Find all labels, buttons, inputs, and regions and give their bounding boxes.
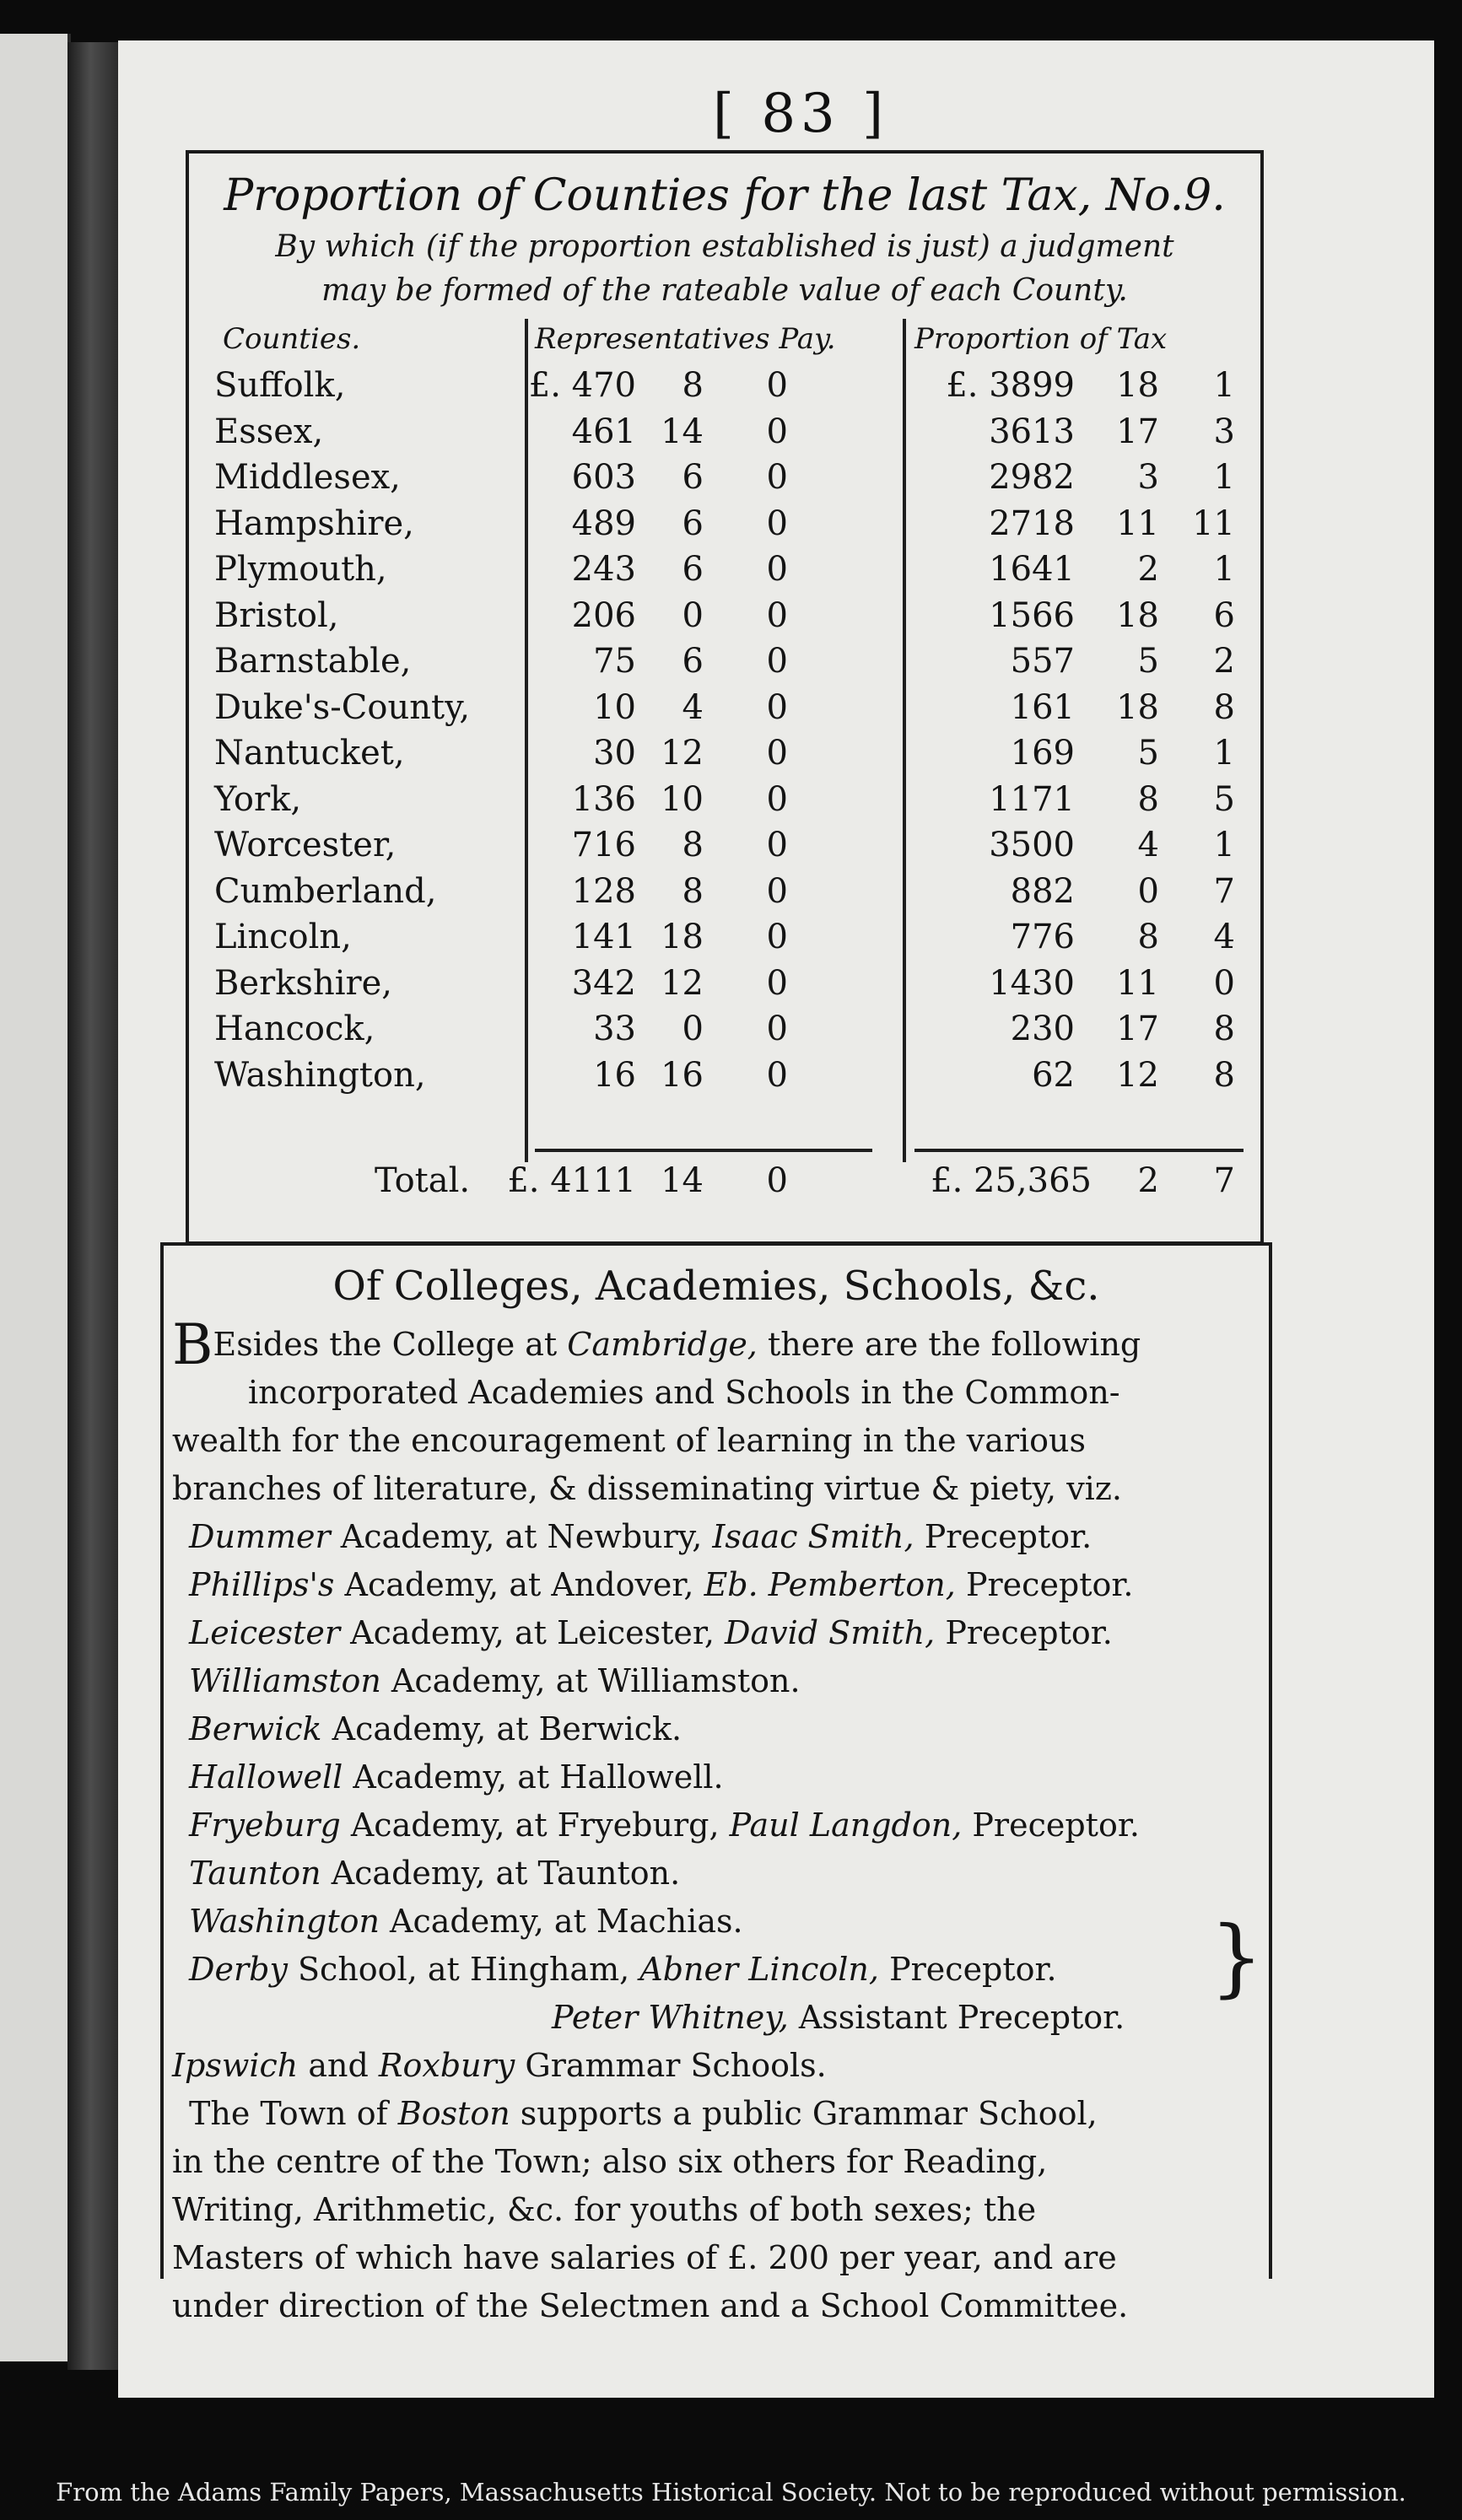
text-run: in the centre of the Town; also six others for Reading, (172, 2143, 1048, 2180)
tax-proportion-table (186, 150, 1264, 1245)
tax-pence: 1 (1213, 734, 1235, 773)
total-pay-pence: 0 (766, 1161, 788, 1200)
pay-pence: 0 (766, 458, 788, 497)
text-run: Grammar Schools. (515, 2047, 827, 2084)
preceptor-title: Preceptor. (962, 1807, 1140, 1844)
tax-pounds: 1641 (989, 550, 1075, 589)
colleges-section (160, 1242, 1272, 2324)
pay-pounds: 206 (571, 595, 636, 635)
pay-pence: 0 (766, 366, 788, 405)
pay-shillings: 16 (661, 1055, 704, 1095)
tax-shillings: 18 (1116, 595, 1159, 635)
county-name: Lincoln, (214, 918, 352, 956)
academy-entry (172, 1855, 1260, 1903)
boston-line (172, 2239, 1260, 2287)
total-pay-pounds: £. 4111 (507, 1161, 636, 1200)
pay-pounds: £. 470 (528, 366, 636, 405)
text-run: there are the following (757, 1326, 1141, 1363)
pay-pence: 0 (766, 503, 788, 543)
academy-entry (172, 1518, 1260, 1566)
pay-shillings: 6 (682, 550, 704, 589)
pay-pounds: 128 (571, 871, 636, 911)
boston-line (172, 2095, 1260, 2143)
academy-entry (172, 1903, 1260, 1951)
academy-name: Taunton (189, 1855, 321, 1892)
tax-pounds: 1566 (989, 595, 1075, 635)
pay-pounds: 16 (593, 1055, 636, 1095)
colleges-title: Of Colleges, Academies, Schools, &c. (332, 1263, 1100, 1310)
pay-shillings: 6 (682, 458, 704, 497)
tax-shillings: 4 (1137, 826, 1159, 864)
text-run: Writing, Arithmetic, &c. for youths of both sexes; the (172, 2191, 1037, 2228)
academy-name: Derby (189, 1951, 288, 1988)
pay-shillings: 18 (661, 918, 704, 956)
table-row (189, 734, 1260, 780)
preceptor-name: Abner Lincoln, (639, 1951, 879, 1988)
academy-location: Academy, at Hallowell. (343, 1758, 724, 1796)
pay-shillings: 10 (661, 779, 704, 819)
tax-pence: 4 (1213, 918, 1235, 956)
table-row (189, 688, 1260, 735)
tax-pence: 3 (1213, 412, 1235, 451)
academy-location: School, at Hingham, (287, 1951, 640, 1988)
tax-pounds: 2982 (989, 458, 1075, 497)
academy-entry (172, 1951, 1260, 1999)
preceptor-title: Preceptor. (935, 1614, 1113, 1651)
table-row (189, 964, 1260, 1010)
county-name: Suffolk, (214, 366, 346, 405)
total-rule (914, 1149, 1244, 1152)
academy-name: Williamston (189, 1662, 381, 1699)
tax-shillings: 18 (1116, 687, 1159, 727)
academy-location: Academy, at Fryeburg, (340, 1807, 730, 1844)
header-counties: Counties. (223, 322, 361, 356)
school-name: Ipswich (172, 2047, 299, 2084)
tax-pounds: 1171 (989, 779, 1075, 819)
text-run: branches of literature, & disseminating virtue & piety, viz. (172, 1470, 1122, 1507)
pay-pence: 0 (766, 734, 788, 773)
table-row (189, 1056, 1260, 1102)
tax-shillings: 2 (1137, 550, 1159, 589)
pay-pence: 0 (766, 687, 788, 727)
italic-run: Cambridge, (567, 1326, 758, 1363)
tax-shillings: 0 (1137, 871, 1159, 911)
county-name: Berkshire, (214, 963, 393, 1003)
boston-line (172, 2191, 1260, 2239)
text-run: The Town of (189, 2095, 398, 2132)
pay-shillings: 4 (682, 687, 704, 727)
table-body (189, 366, 1260, 1101)
total-tax-pounds: £. 25,365 (931, 1161, 1092, 1200)
tax-pence: 6 (1213, 595, 1235, 635)
preceptor-title: Preceptor. (878, 1951, 1057, 1988)
text-run: under direction of the Selectmen and a School Committee. (172, 2287, 1129, 2324)
pay-shillings: 12 (661, 963, 704, 1003)
school-name: Roxbury (378, 2047, 515, 2084)
total-tax-shillings: 2 (1137, 1161, 1159, 1200)
preceptor-name: David Smith, (725, 1614, 936, 1651)
intro-line (172, 1422, 1260, 1470)
assistant-title: Assistant Preceptor. (788, 1999, 1125, 2036)
tax-pounds: 557 (1010, 642, 1075, 681)
assistant-entry (172, 1999, 1260, 2047)
tax-pence: 0 (1213, 963, 1235, 1003)
tax-pounds: £. 3899 (946, 366, 1075, 405)
drop-cap: B (172, 1312, 213, 1377)
tax-pounds: 2718 (989, 503, 1075, 543)
academy-name: Washington (189, 1903, 380, 1940)
header-representatives-pay: Representatives Pay. (535, 322, 836, 356)
county-name: Middlesex, (214, 458, 401, 497)
total-label: Total. (375, 1161, 471, 1200)
tax-pounds: 3500 (989, 826, 1075, 864)
county-name: Essex, (214, 412, 324, 451)
pay-pounds: 489 (571, 503, 636, 543)
text-run: and (298, 2047, 379, 2084)
table-subtitle-line-2: may be formed of the rateable value of each County. (321, 273, 1128, 308)
county-name: Nantucket, (214, 734, 405, 773)
colleges-text (172, 1312, 1260, 2335)
county-name: Barnstable, (214, 642, 412, 681)
pay-shillings: 8 (682, 366, 704, 405)
tax-shillings: 12 (1116, 1055, 1159, 1095)
assistant-name: Peter Whitney, (552, 1999, 789, 2036)
pay-pounds: 30 (593, 734, 636, 773)
tax-shillings: 11 (1116, 503, 1159, 543)
facing-page-edge (0, 34, 71, 2361)
tax-shillings: 17 (1116, 412, 1159, 451)
pay-pence: 0 (766, 1055, 788, 1095)
tax-shillings: 11 (1116, 963, 1159, 1003)
pay-pounds: 716 (571, 826, 636, 864)
academy-entry (172, 1758, 1260, 1807)
academy-location: Academy, at Williamston. (380, 1662, 801, 1699)
pay-pence: 0 (766, 595, 788, 635)
tax-pence: 1 (1213, 826, 1235, 864)
county-name: Hampshire, (214, 503, 414, 543)
pay-shillings: 6 (682, 503, 704, 543)
tax-pence: 11 (1192, 503, 1235, 543)
preceptor-name: Isaac Smith, (712, 1518, 914, 1555)
text-run: Esides the College at (213, 1326, 568, 1363)
table-row (189, 550, 1260, 596)
tax-pence: 8 (1213, 1055, 1235, 1095)
tax-pence: 8 (1213, 687, 1235, 727)
table-subtitle-line-1: By which (if the proportion established is just) a judgment (275, 229, 1174, 264)
preceptor-name: Eb. Pemberton, (704, 1566, 956, 1603)
pay-shillings: 8 (682, 871, 704, 911)
tax-shillings: 5 (1137, 642, 1159, 681)
pay-pence: 0 (766, 642, 788, 681)
tax-pounds: 1430 (989, 963, 1075, 1003)
pay-shillings: 12 (661, 734, 704, 773)
pay-pounds: 603 (571, 458, 636, 497)
tax-pounds: 882 (1010, 871, 1075, 911)
text-run: wealth for the encouragement of learning in the various (172, 1422, 1087, 1459)
text-run: incorporated Academies and Schools in the Common- (248, 1374, 1120, 1411)
tax-shillings: 5 (1137, 734, 1159, 773)
academy-location: Academy, at Berwick. (321, 1710, 682, 1747)
academy-location: Academy, at Taunton. (321, 1855, 681, 1892)
tax-pounds: 3613 (989, 412, 1075, 451)
tax-pence: 1 (1213, 550, 1235, 589)
table-row (189, 872, 1260, 918)
tax-pounds: 169 (1010, 734, 1075, 773)
pay-pounds: 33 (593, 1010, 636, 1048)
brace-mark: } (1210, 1908, 1264, 2006)
academy-entry (172, 1566, 1260, 1614)
pay-pounds: 342 (571, 963, 636, 1003)
text-run: supports a public Grammar School, (510, 2095, 1098, 2132)
table-row (189, 504, 1260, 551)
page-number: [ 83 ] (713, 83, 889, 145)
pay-shillings: 6 (682, 642, 704, 681)
tax-shillings: 17 (1116, 1010, 1159, 1048)
tax-pounds: 161 (1010, 687, 1075, 727)
pay-pence: 0 (766, 550, 788, 589)
total-pay-shillings: 14 (661, 1161, 704, 1200)
tax-pence: 8 (1213, 1010, 1235, 1048)
academy-name: Fryeburg (189, 1807, 341, 1844)
intro-line (172, 1374, 1260, 1422)
academy-entry (172, 1662, 1260, 1710)
table-row (189, 596, 1260, 643)
preceptor-title: Preceptor. (955, 1566, 1134, 1603)
academy-location: Academy, at Machias. (379, 1903, 743, 1940)
pay-shillings: 0 (682, 1010, 704, 1048)
tax-pounds: 62 (1032, 1055, 1075, 1095)
boston-line (172, 2143, 1260, 2191)
county-name: Cumberland, (214, 871, 437, 911)
pay-pence: 0 (766, 1010, 788, 1048)
academy-location: Academy, at Newbury, (330, 1518, 713, 1555)
table-row (189, 642, 1260, 688)
header-proportion-of-tax: Proportion of Tax (914, 322, 1168, 356)
academy-location: Academy, at Leicester, (340, 1614, 726, 1651)
pay-shillings: 14 (661, 412, 704, 451)
total-row (189, 1161, 1260, 1212)
pay-pounds: 461 (571, 412, 636, 451)
pay-pounds: 141 (571, 918, 636, 956)
boston-line (172, 2287, 1260, 2335)
total-rule (535, 1149, 872, 1152)
academy-location: Academy, at Andover, (334, 1566, 704, 1603)
academy-entry (172, 1614, 1260, 1662)
county-name: York, (214, 779, 302, 819)
table-row (189, 826, 1260, 872)
grammar-schools-entry (172, 2047, 1260, 2095)
county-name: Hancock, (214, 1010, 375, 1048)
pay-pence: 0 (766, 871, 788, 911)
book-spine (67, 42, 118, 2370)
tax-pence: 1 (1213, 458, 1235, 497)
academy-name: Leicester (189, 1614, 341, 1651)
tax-shillings: 8 (1137, 779, 1159, 819)
academy-name: Hallowell (189, 1758, 343, 1796)
pay-pounds: 10 (593, 687, 636, 727)
pay-pence: 0 (766, 826, 788, 864)
tax-shillings: 8 (1137, 918, 1159, 956)
pay-pence: 0 (766, 412, 788, 451)
table-title: Proportion of Counties for the last Tax, No.9. (224, 170, 1226, 221)
book-page (118, 40, 1434, 2398)
preceptor-title: Preceptor. (914, 1518, 1092, 1555)
tax-pence: 1 (1213, 366, 1235, 405)
academy-name: Dummer (189, 1518, 331, 1555)
pay-pounds: 243 (571, 550, 636, 589)
tax-pence: 2 (1213, 642, 1235, 681)
tax-pence: 7 (1213, 871, 1235, 911)
county-name: Worcester, (214, 826, 397, 864)
academy-name: Berwick (189, 1710, 322, 1747)
table-row (189, 412, 1260, 459)
table-row (189, 780, 1260, 827)
table-row (189, 918, 1260, 964)
total-tax-pence: 7 (1213, 1161, 1235, 1200)
county-name: Washington, (214, 1055, 426, 1095)
tax-pounds: 230 (1010, 1010, 1075, 1048)
table-row (189, 366, 1260, 412)
pay-shillings: 8 (682, 826, 704, 864)
intro-line (172, 1470, 1260, 1518)
pay-shillings: 0 (682, 595, 704, 635)
table-row (189, 1010, 1260, 1056)
tax-pounds: 776 (1010, 918, 1075, 956)
archive-credit: From the Adams Family Papers, Massachusetts Historical Society. Not to be reproduced without permission. (56, 2478, 1406, 2507)
intro-line (172, 1312, 1260, 1377)
county-name: Plymouth, (214, 550, 387, 589)
tax-pence: 5 (1213, 779, 1235, 819)
tax-shillings: 18 (1116, 366, 1159, 405)
tax-shillings: 3 (1137, 458, 1159, 497)
pay-pounds: 136 (571, 779, 636, 819)
academy-name: Phillips's (189, 1566, 335, 1603)
pay-pence: 0 (766, 779, 788, 819)
academy-entry (172, 1807, 1260, 1855)
table-row (189, 458, 1260, 504)
text-run: Masters of which have salaries of £. 200 per year, and are (172, 2239, 1117, 2276)
italic-run: Boston (397, 2095, 510, 2132)
pay-pence: 0 (766, 918, 788, 956)
pay-pounds: 75 (593, 642, 636, 681)
county-name: Bristol, (214, 595, 339, 635)
county-name: Duke's-County, (214, 687, 471, 727)
preceptor-name: Paul Langdon, (729, 1807, 963, 1844)
pay-pence: 0 (766, 963, 788, 1003)
academy-entry (172, 1710, 1260, 1758)
